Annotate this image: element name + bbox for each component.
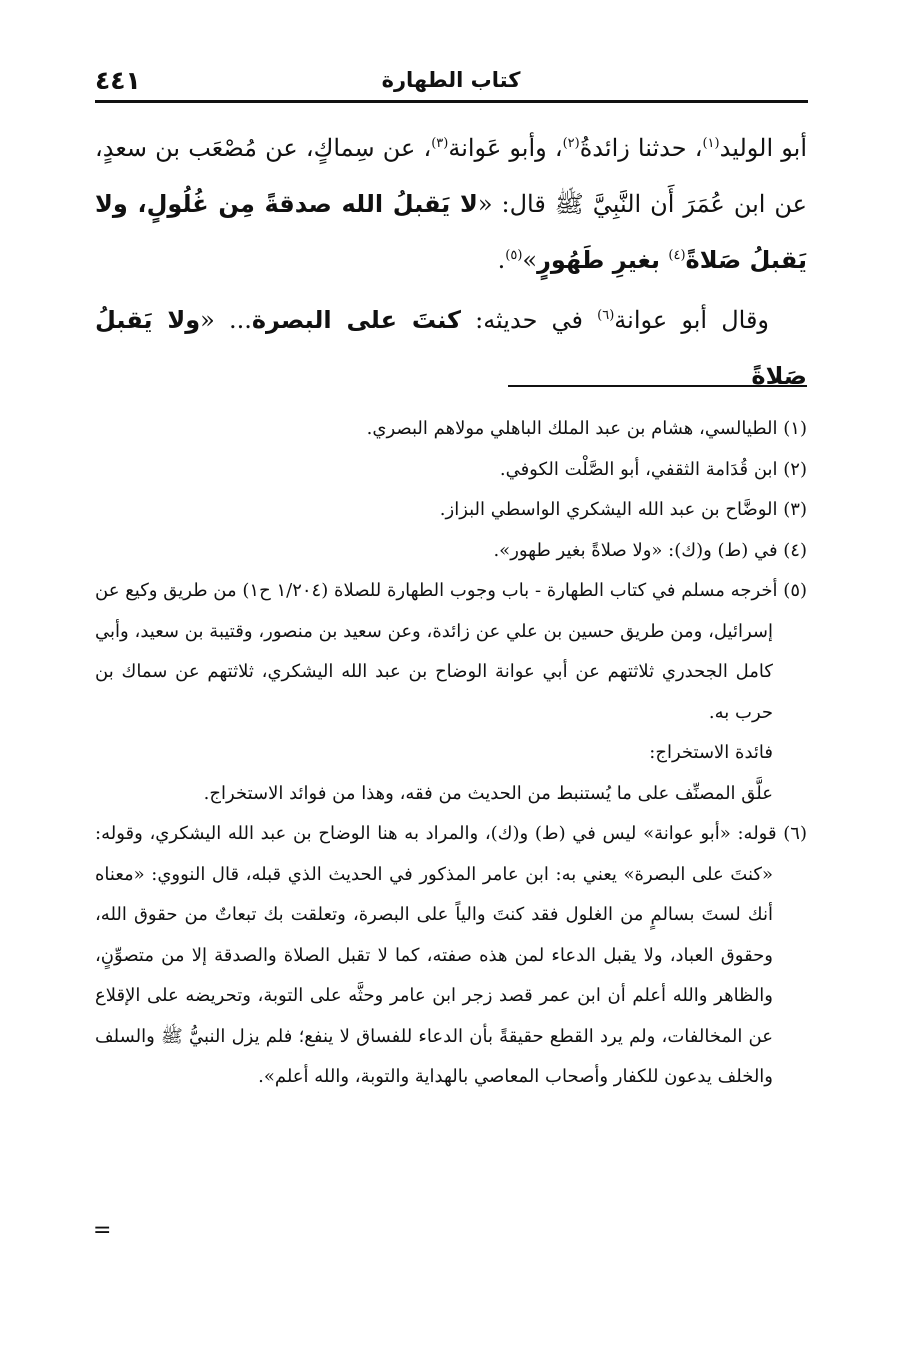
text-segment: أبو الوليد: [719, 134, 807, 162]
main-text: [95, 120, 807, 404]
hadith-text-bold: لا يَقبلُ الله صدقةً مِن غُلُولٍ، ولا يَقبلُ صَلاةً: [95, 190, 807, 274]
footnote-marker-5[interactable]: (٥): [505, 248, 523, 263]
text-segment: وقال أبو عوانة: [614, 306, 770, 334]
footnote-6: (٦) قوله: «أبو عوانة» ليس في (ط) و(ك)، والمراد به هنا الوضاح بن عبد الله اليشكري، وقوله: «كنتَ على البصرة» يعني به: ابن عامر المذكور في الحديث الذي قبله، قال النووي: «معناه أنك لستَ بسالمٍ من الغلول فقد كنتَ والياً على البصرة، وتعلقت بك تبعاتٌ من حقوق الله، وحقوق العباد، ولا يقبل الدعاء لمن هذه صفته، كما لا تقبل الصلاة والصدقة إلا من متصوِّنٍ، والظاهر والله أعلم أن ابن عمر قصد زجر ابن عامر وحثَّه على التوبة، وتحريضه على الإقلاع عن المخالفات، ولم يرد القطع حقيقةً بأن الدعاء للفساق لا ينفع؛ فلم يزل النبيُّ ﷺ والسلف والخلف يدعون للكفار وأصحاب المعاصي بالهداية والتوبة، والله أعلم».: [95, 823, 807, 1087]
footnote-2: (٢) ابن قُدَامة الثقفي، أبو الصَّلْت الكوفي.: [499, 458, 807, 480]
header-rule: [95, 100, 808, 103]
text-segment: ، حدثنا زائدةُ: [579, 134, 703, 162]
footnote-marker-2[interactable]: (٢): [562, 136, 580, 151]
text-segment: ، وأبو عَوانة: [448, 134, 563, 162]
hadith-text-bold: كنتَ على البصرة: [251, 306, 461, 334]
main-paragraph-1: [95, 120, 807, 288]
footnote-separator: [508, 385, 807, 387]
footnote-marker-4[interactable]: (٤): [668, 248, 686, 263]
hadith-text-bold: ولا يَقبلُ صَلاةً: [95, 306, 807, 390]
footnote-3: (٣) الوضَّاح بن عبد الله اليشكري الواسطي البزاز.: [439, 499, 807, 520]
footnote-marker-3[interactable]: (٣): [431, 136, 449, 151]
main-paragraph-2: [95, 292, 807, 404]
text-segment: في حديثه:: [460, 306, 598, 334]
page-number: ٤٤١: [95, 66, 141, 95]
text-segment: ... «: [200, 306, 252, 334]
hadith-text-bold: بغيرِ طَهُورٍ: [537, 246, 669, 274]
running-title: كتاب الطهارة: [381, 68, 521, 92]
footnote-4: (٤) في (ط) و(ك): «ولا صلاةً بغير طهور».: [493, 539, 807, 561]
footnote-5: (٥) أخرجه مسلم في كتاب الطهارة - باب وجوب الطهارة للصلاة (١/٢٠٤ ح١) من طريق وكيع عن إسرائيل، ومن طريق حسين بن علي عن زائدة، وعن سعيد بن منصور، وقتيبة بن سعيد، وأبي كامل الجحدري ثلاثتهم عن أبي عوانة الوضاح بن عبد الله اليشكري، ثلاثتهم عن سماك بن حرب به.: [95, 580, 808, 723]
page-end-mark: =: [93, 1218, 112, 1243]
footnotes: [95, 409, 807, 1098]
footnote-marker-1[interactable]: (١): [702, 136, 720, 151]
text-segment: »: [522, 246, 538, 274]
faida-text: علَّق المصنِّف على ما يُستنبط من الحديث من فقه، وهذا من فوائد الاستخراج.: [203, 782, 773, 804]
footnote-marker-6[interactable]: (٦): [597, 308, 615, 323]
text-segment: .: [497, 246, 506, 274]
text-segment: ، عن سِماكٍ، عن مُصْعَب بن سعدٍ، عن ابن عُمَرَ أَن النَّبِيَّ ﷺ قال: «: [95, 134, 807, 218]
page-header: [95, 62, 807, 102]
footnote-1: (١) الطيالسي، هشام بن عبد الملك الباهلي مولاهم البصري.: [366, 418, 807, 439]
faida-title: فائدة الاستخراج:: [649, 742, 773, 763]
